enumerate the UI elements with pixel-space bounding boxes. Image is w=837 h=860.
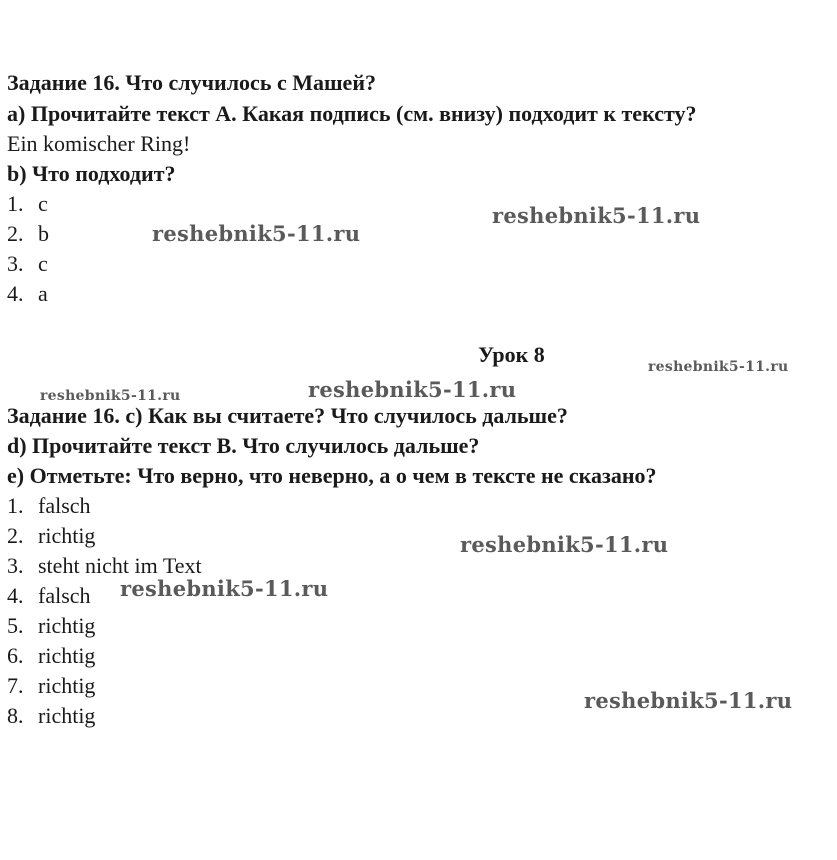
- item-number: 6.: [7, 643, 24, 668]
- item-answer: falsch: [38, 493, 91, 518]
- task-e-heading: e) Отметьте: Что верно, что неверно, а о чем в тексте не сказано?: [7, 463, 657, 488]
- item-number: 3.: [7, 251, 24, 276]
- item-answer: falsch: [38, 583, 91, 608]
- item-answer: richtig: [38, 673, 96, 698]
- watermark: reshebnik5-11.ru: [460, 532, 669, 557]
- item-answer: steht nicht im Text: [38, 553, 202, 578]
- watermark: reshebnik5-11.ru: [308, 377, 517, 402]
- item-answer: richtig: [38, 643, 96, 668]
- item-answer: c: [38, 191, 48, 216]
- task-d-heading: d) Прочитайте текст В. Что случилось дальше?: [7, 433, 480, 458]
- item-answer: richtig: [38, 613, 96, 638]
- watermark: reshebnik5-11.ru: [40, 388, 181, 404]
- list-item: [7, 219, 49, 249]
- task-a-heading: а) Прочитайте текст А. Какая подпись (см. внизу) подходит к тексту?: [7, 101, 697, 126]
- item-number: 1.: [7, 191, 24, 216]
- item-number: 5.: [7, 613, 24, 638]
- item-answer: richtig: [38, 703, 96, 728]
- item-answer: b: [38, 221, 49, 246]
- watermark: reshebnik5-11.ru: [492, 203, 701, 228]
- list-item: [7, 279, 48, 309]
- list-item: [7, 641, 95, 671]
- lesson-title: Урок 8: [478, 342, 545, 367]
- task-b-heading: b) Что подходит?: [7, 161, 176, 186]
- answer-a: Ein komischer Ring!: [7, 131, 191, 156]
- watermark: reshebnik5-11.ru: [648, 359, 789, 375]
- list-item: [7, 189, 48, 219]
- list-item: [7, 611, 95, 641]
- watermark: reshebnik5-11.ru: [584, 688, 793, 713]
- list-item: [7, 249, 48, 279]
- item-number: 7.: [7, 673, 24, 698]
- list-item: [7, 491, 91, 521]
- section1-title: Задание 16. Что случилось с Машей?: [7, 70, 376, 95]
- item-number: 2.: [7, 221, 24, 246]
- item-number: 1.: [7, 493, 24, 518]
- list-item: [7, 701, 95, 731]
- list-item: [7, 581, 91, 611]
- watermark: reshebnik5-11.ru: [120, 576, 329, 601]
- item-number: 2.: [7, 523, 24, 548]
- item-number: 8.: [7, 703, 24, 728]
- item-answer: richtig: [38, 523, 96, 548]
- item-number: 3.: [7, 553, 24, 578]
- item-answer: a: [38, 281, 48, 306]
- list-item: [7, 671, 95, 701]
- watermark: reshebnik5-11.ru: [152, 221, 361, 246]
- item-number: 4.: [7, 281, 24, 306]
- list-item: [7, 521, 95, 551]
- item-number: 4.: [7, 583, 24, 608]
- item-answer: c: [38, 251, 48, 276]
- section2-title: Задание 16. c) Как вы считаете? Что случилось дальше?: [7, 403, 568, 428]
